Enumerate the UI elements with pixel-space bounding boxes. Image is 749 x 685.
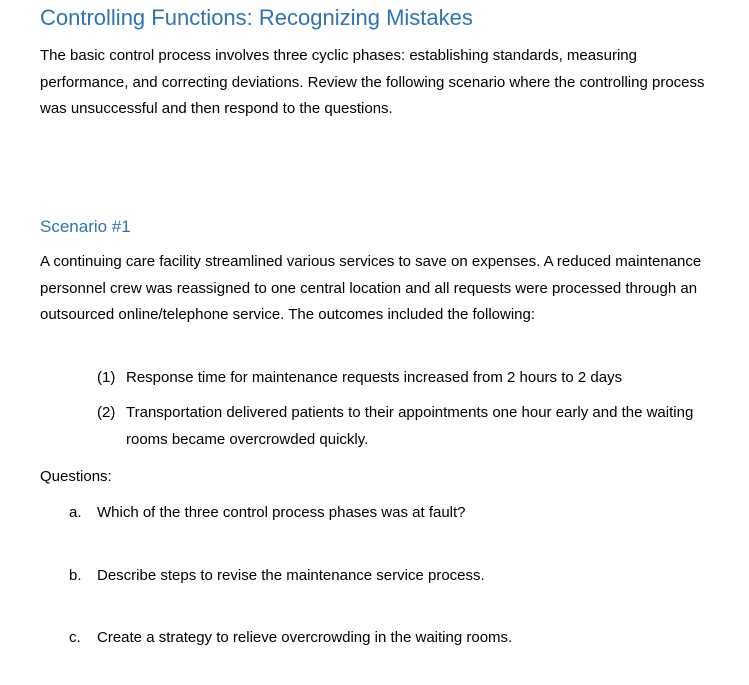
questions-label: Questions: [40,468,112,485]
question-item [69,500,689,526]
question-letter: c. [69,629,81,646]
intro-paragraph: The basic control process involves three cyclic phases: establishing standards, measuring performance, and correcting deviations. Review the following scenario where the controlling process was unsuccessful and then respond to the questions. [40,47,705,117]
scenario-heading: Scenario #1 [40,217,131,236]
outcome-number: (1) [97,369,116,386]
outcome-item [97,365,707,392]
question-text: Which of the three control process phases was at fault? [97,504,466,521]
question-text: Describe steps to revise the maintenance service process. [97,567,485,584]
question-item [69,625,689,651]
outcome-text: Transportation delivered patients to their appointments one hour early and the waiting rooms became overcrowded quickly. [126,404,694,448]
outcome-text: Response time for maintenance requests increased from 2 hours to 2 days [126,369,623,386]
scenario-paragraph: A continuing care facility streamlined various services to save on expenses. A reduced maintenance personnel crew was reassigned to one central location and all requests were processed through an outsourced online/telephone service. The outcomes included the following: [40,253,702,323]
question-letter: a. [69,504,82,521]
question-item [69,563,689,589]
question-letter: b. [69,567,82,584]
question-text: Create a strategy to relieve overcrowding in the waiting rooms. [97,629,513,646]
outcome-item [97,400,707,453]
outcome-number: (2) [97,404,116,421]
page-title: Controlling Functions: Recognizing Mistakes [40,5,473,30]
